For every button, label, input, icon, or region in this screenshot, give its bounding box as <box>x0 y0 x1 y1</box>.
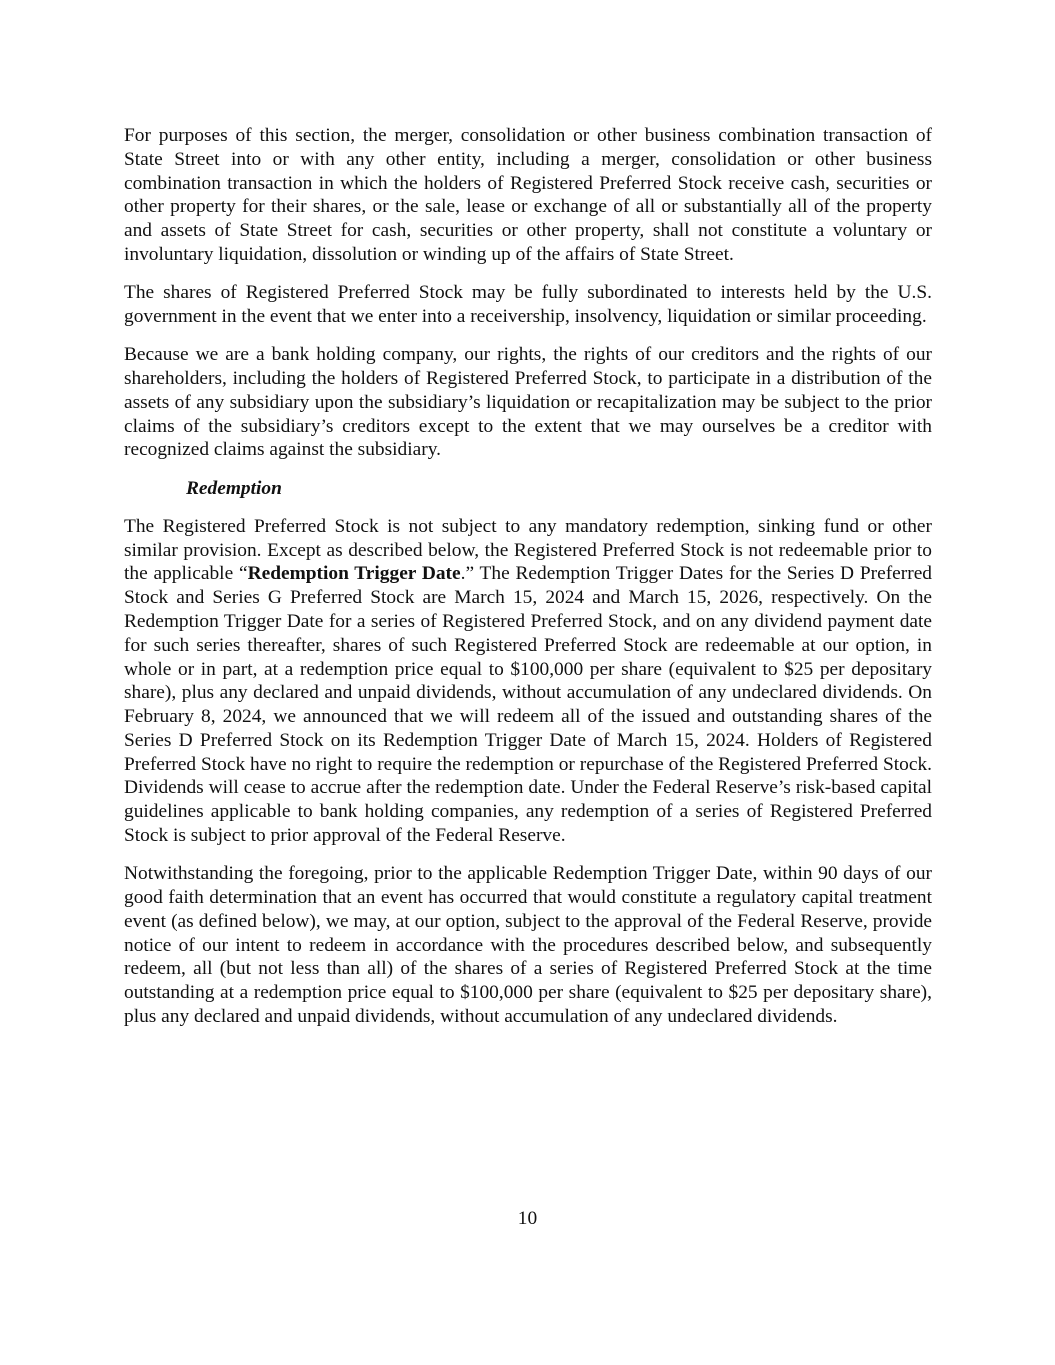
redemption-text-rest: .” The Redemption Trigger Dates for the Series D Preferred Stock and Series G Preferred Stock are March 15, 2024 and March 15, 2026, respectively. On the Redemption Trigger Date for a series of Registered Preferred Stock, and on any dividend payment date for such series thereafter, shares of such Registered Preferred Stock are redeemable at our option, in whole or in part, at a redemption price equal to $100,000 per share (equivalent to $25 per depositary share), plus any declared and unpaid dividends, without accumulation of any undeclared dividends. On February 8, 2024, we announced that we will redeem all of the issued and outstanding shares of the Series D Preferred Stock on its Redemption Trigger Date of March 15, 2024. Holders of Registered Preferred Stock have no right to require the redemption or repurchase of the Registered Preferred Stock. Dividends will cease to accrue after the redemption date. Under the Federal Reserve’s risk-based capital guidelines applicable to bank holding companies, any redemption of a series of Registered Preferred Stock is subject to prior approval of the Federal Reserve. <box>124 563 932 847</box>
paragraph-regulatory-capital-event: Notwithstanding the foregoing, prior to the applicable Redemption Trigger Date, within 90 days of our good faith determination that an event has occurred that would constitute a regulatory capital treatment event (as defined below), we may, at our option, subject to the approval of the Federal Reserve, provide notice of our intent to redeem in accordance with the procedures described below, and subsequently redeem, all (but not less than all) of the shares of a series of Registered Preferred Stock at the time outstanding at a redemption price equal to $100,000 per share (equivalent to $25 per depositary share), plus any declared and unpaid dividends, without accumulation of any undeclared dividends. <box>124 863 932 1028</box>
redemption-trigger-date-term: Redemption Trigger Date <box>247 563 461 585</box>
redemption-text-start: The Registered Preferred Stock is not subject to any mandatory redemption, sinking fund or other similar provision. Except as described below, the Registered Preferred Stock is not redeemable prior to the applicable “ <box>124 515 932 585</box>
page-number: 10 <box>517 1208 538 1229</box>
paragraph-redemption <box>124 515 932 848</box>
document-body <box>124 124 932 1043</box>
paragraph-subordination: The shares of Registered Preferred Stock may be fully subordinated to interests held by the U.S. government in the event that we enter into a receivership, insolvency, liquidation or similar proceeding. <box>124 282 932 327</box>
paragraph-liquidation-definition: For purposes of this section, the merger, consolidation or other business combination transaction of State Street into or with any other entity, including a merger, consolidation or other business combination transaction in which the holders of Registered Preferred Stock receive cash, securities or other property for their shares, or the sale, lease or exchange of all or substantially all of the property and assets of State Street for cash, securities or other property, shall not constitute a voluntary or involuntary liquidation, dissolution or winding up of the affairs of State Street. <box>124 125 932 265</box>
section-heading-redemption: Redemption <box>186 477 282 499</box>
paragraph-bank-holding-company: Because we are a bank holding company, our rights, the rights of our creditors and the rights of our shareholders, including the holders of Registered Preferred Stock, to participate in a distribution of the assets of any subsidiary upon the subsidiary’s liquidation or recapitalization may be subject to the prior claims of the subsidiary’s creditors except to the extent that we may ourselves be a creditor with recognized claims against the subsidiary. <box>124 344 932 461</box>
